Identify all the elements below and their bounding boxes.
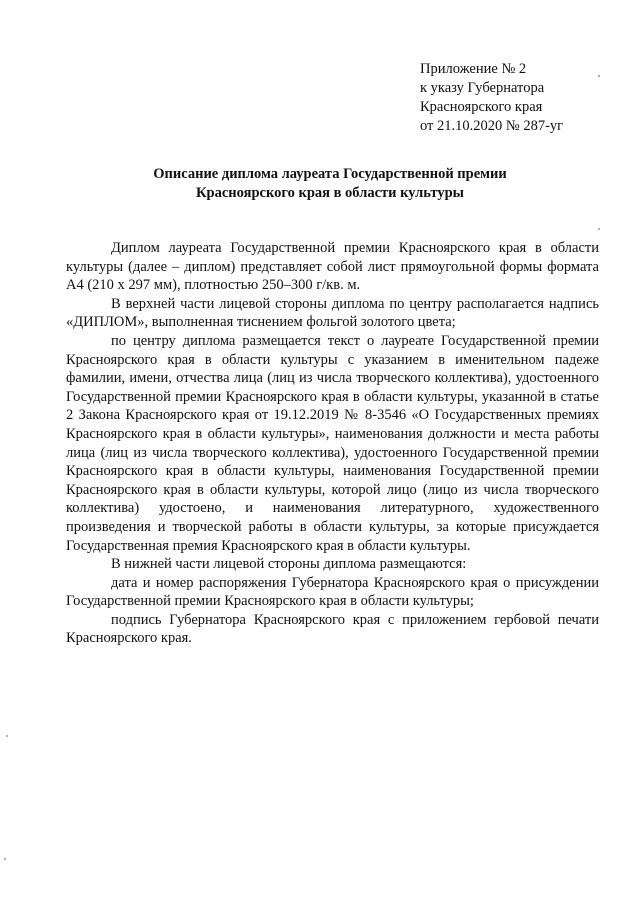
title-line: Красноярского края в области культуры — [196, 185, 464, 201]
scan-speck — [6, 735, 8, 737]
scan-speck — [598, 75, 600, 77]
scan-speck — [598, 228, 600, 230]
document-body — [66, 239, 599, 648]
scan-speck — [4, 858, 6, 860]
body-paragraph: В верхней части лицевой стороны диплома по центру располагается надпись «ДИПЛОМ», выполненная тиснением фольгой золотого цвета; — [66, 295, 599, 331]
appendix-header — [420, 60, 620, 136]
body-paragraph: подпись Губернатора Красноярского края с приложением гербовой печати Красноярского края. — [66, 611, 599, 647]
appendix-line: Приложение № 2 — [420, 61, 527, 77]
body-paragraph: по центру диплома размещается текст о лауреате Государственной премии Красноярского края в области культуры с указанием в именительном падеже фамилии, имени, отчества лица (лиц из числа творческого коллектива), удостоенного Государственной премии Красноярского края в области культуры, указанной в статье 2 Закона Красноярского края от 19.12.2019 № 8-3546 «О Государственных премиях Красноярского края в области культуры», наименования должности и места работы лица (лиц из числа творческого коллектива), удостоенного Государственной премии Красноярского края в области культуры, наименования Государственной премии Красноярского края в области культуры, которой лицо (лицо из числа творческого коллектива) удостоено, и наименования литературного, художественного произведения и творческой работы в области культуры, за которые присуждается Государственная премия Красноярского края в области культуры. — [66, 332, 599, 554]
appendix-line: Красноярского края — [420, 99, 543, 115]
body-paragraph: В нижней части лицевой стороны диплома размещаются: — [111, 556, 467, 573]
appendix-line: от 21.10.2020 № 287-уг — [420, 118, 564, 134]
title-line: Описание диплома лауреата Государственной премии — [153, 166, 507, 182]
body-paragraph: дата и номер распоряжения Губернатора Красноярского края о присуждении Государственной премии Красноярского края в области культуры; — [66, 574, 599, 610]
document-title — [60, 165, 600, 203]
appendix-line: к указу Губернатора — [420, 80, 545, 96]
body-paragraph: Диплом лауреата Государственной премии Красноярского края в области культуры (далее – диплом) представляет собой лист прямоугольной формы формата А4 (210 х 297 мм), плотностью 250–300 г/кв. м. — [66, 240, 599, 294]
